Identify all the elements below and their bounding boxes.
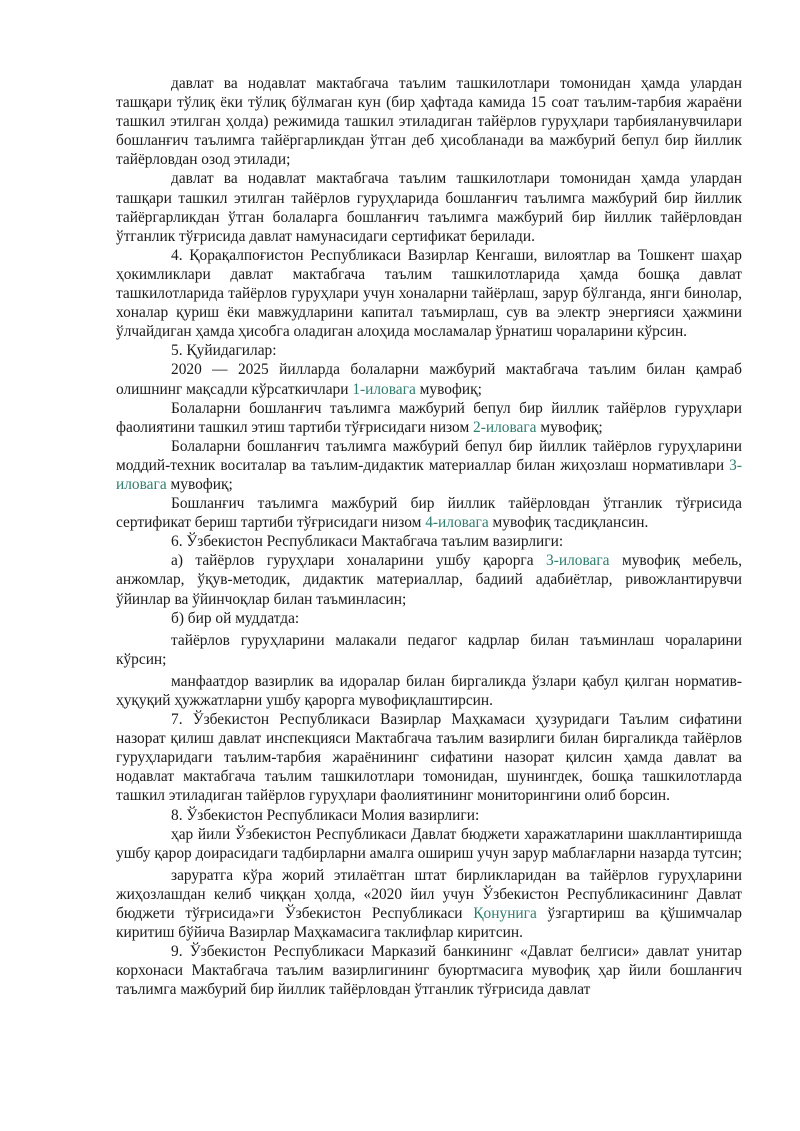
text-segment: давлат ва нодавлат мактабгача таълим ташкилотлари томонидан ҳамда улардан ташқари тўлиқ ёки тўлиқ бўлмаган кун (бир ҳафтада камида 15 соат таълим-тарбия жараёни ташкил этилган ҳолда) режимида ташкил этиладиган тайёрлов гуруҳлари тарбияланувчилари бошланғич таълимга тайёргарликдан ўтган деб ҳисобланади ва мажбурий бепул бир йиллик тайёрловдан озод этилади; [116,75,742,169]
appendix-3-link[interactable]: 3-иловага [116,456,742,493]
text-segment: тайёрлов гуруҳларини малакали педагог кадрлар билан таъминлаш чораларини кўрсин; [116,631,742,668]
paragraph-1 [116,74,742,169]
text-segment: манфаатдор вазирлик ва идоралар билан биргаликда ўзлари қабул қилган норматив-ҳуқуқий ҳужжатларни ушбу қарорга мувофиқлаштирсин. [116,672,742,709]
paragraph-5 [116,360,742,398]
paragraph-17 [116,866,742,942]
paragraph-9 [116,532,742,551]
paragraph-6 [116,399,742,437]
text-segment: мувофиқ; [415,380,482,398]
appendix-2-link[interactable]: 2-иловага [473,418,537,436]
text-segment: 9. Ўзбекистон Республикаси Марказий банкининг «Давлат белгиси» давлат унитар корхонаси Мактабгача таълим вазирлигининг буюртмасига мувофиқ ҳар йили бошланғич таълимга мажбурий бир йиллик тайёрловдан ўтганлик тўғрисида давлат [116,943,742,999]
paragraph-11 [116,609,742,628]
text-segment: Болаларни бошланғич таълимга мажбурий бепул бир йиллик тайёрлов гуруҳларини моддий-техник воситалар ва таълим-дидактик материаллар билан жиҳозлаш нормативлари [116,437,742,474]
paragraph-7 [116,437,742,494]
text-segment: 2020 — 2025 йилларда болаларни мажбурий мактабгача таълим билан қамраб олишнинг мақсадли кўрсаткичлари [116,361,742,398]
appendix-1-link[interactable]: 1-иловага [352,380,416,398]
text-segment: мувофиқ мебель, анжомлар, ўқув-методик, дидактик материаллар, бадиий адабиётлар, ривожлантирувчи ўйинлар ва ўйинчоқлар билан таъминласин; [116,552,742,608]
appendix-4-link[interactable]: 4-иловага [425,514,489,532]
text-segment: 5. Қуйидагилар: [171,342,277,360]
text-segment: 6. Ўзбекистон Республикаси Мактабгача таълим вазирлиги: [171,533,564,551]
text-segment: Бошланғич таълимга мажбурий бир йиллик тайёрловдан ўтганлик тўғрисида сертификат бериш тартиби тўғрисидаги низом [116,495,742,532]
paragraph-13 [116,672,742,710]
text-segment: ҳар йили Ўзбекистон Республикаси Давлат бюджети харажатларини шакллантиришда ушбу қарор доирасидаги тадбирларни амалга ошириш учун зарур маблағларни назарда тутсин; [116,825,742,862]
paragraph-3 [116,246,742,341]
text-segment: заруратга кўра жорий этилаётган штат бирликларидан ва тайёрлов гуруҳларини жиҳозлашдан келиб чиққан ҳолда, «2020 йил учун Ўзбекистон Республикасининг Давлат бюджети тўғрисида»ги Ўзбекистон Республикаси [116,866,742,923]
text-segment: 8. Ўзбекистон Республикаси Молия вазирлиги: [171,806,480,824]
paragraph-16 [116,825,742,863]
text-segment: мувофиқ; [166,475,233,493]
text-segment: Болаларни бошланғич таълимга мажбурий бепул бир йиллик тайёрлов гуруҳлари фаолиятини ташкил этиш тартиби тўғрисидаги низом [116,399,742,436]
text-segment: давлат ва нодавлат мактабгача таълим ташкилотлари томонидан ҳамда улардан ташқари ташкил этилган тайёрлов гуруҳларида бошланғич таълимга мажбурий бир йиллик тайёргарликдан ўтган болаларга бошланғич таълимга мажбурий бир йиллик тайёрловдан ўтганлик тўғрисида давлат намунасидаги сертификат берилади. [116,170,742,245]
paragraph-10 [116,551,742,608]
paragraph-18 [116,942,742,999]
text-segment: 7. Ўзбекистон Республикаси Вазирлар Маҳкамаси ҳузуридаги Таълим сифатини назорат қилиш давлат инспекцияси Мактабгача таълим вазирлиги билан биргаликда тайёрлов гуруҳларидаги таълим-тарбия жараёнининг сифатини назорат қилсин ҳамда давлат ва нодавлат мактабгача таълим ташкилотлари томонидан, шунингдек, бошқа ташкилотларда ташкил этиладиган тайёрлов гуруҳлари фаолиятининг мониторингини олиб борсин. [116,711,742,805]
law-link[interactable]: Қонунига [473,905,537,923]
paragraph-15 [116,806,742,825]
paragraph-2 [116,169,742,245]
text-segment: мувофиқ; [536,418,603,436]
text-segment: 4. Қорақалпоғистон Республикаси Вазирлар Кенгаши, вилоятлар ва Тошкент шаҳар ҳокимликлари давлат мактабгача таълим ташкилотларида ҳамда бошқа давлат ташкилотларида тайёрлов гуруҳлари учун хоналарни тайёрлаш, зарур бўлганда, янги бинолар, хоналар қуриш ёки мавжудларини капитал таъмирлаш, сув ва электр энергияси ҳажмини ўлчайдиган ҳамда ҳисобга оладиган алоҳида мосламалар ўрнатиш чораларини кўрсин. [116,246,742,341]
paragraph-14 [116,710,742,805]
paragraph-4 [116,341,742,360]
text-segment: б) бир ой муддатда: [171,609,300,627]
paragraph-8 [116,494,742,532]
text-segment: ўзгартириш ва қўшимчалар киритиш бўйича Вазирлар Маҳкамасига таклифлар киритсин. [116,905,743,942]
text-segment: а) тайёрлов гуруҳлари хоналарини ушбу қарорга [171,552,547,570]
text-segment: мувофиқ тасдиқлансин. [488,514,649,532]
appendix-3-link[interactable]: 3-иловага [546,552,610,570]
paragraph-12 [116,631,742,669]
